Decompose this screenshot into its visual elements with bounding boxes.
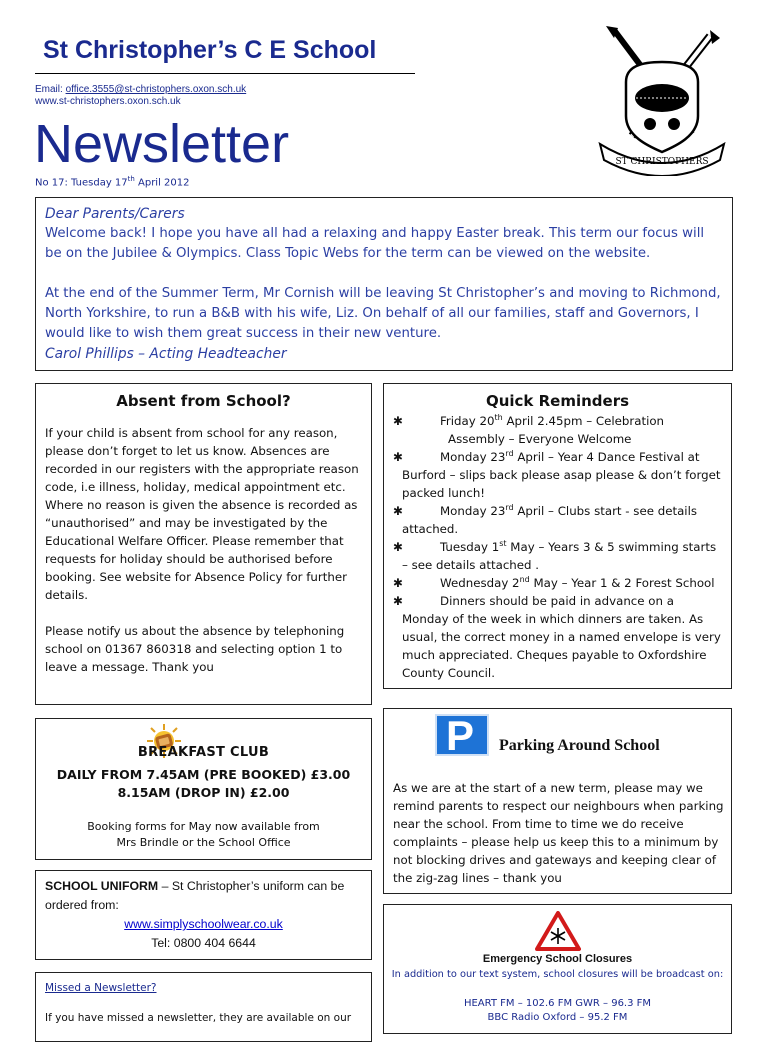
absent-para-2: Please notify us about the absence by telephoning school on 01367 860318 and selecting option 1 to leave a message. Thank you	[45, 624, 345, 674]
reminder-3-sup: rd	[505, 503, 514, 513]
absent-box	[35, 383, 372, 705]
breakfast-title: BREAKFAST CLUB	[137, 745, 270, 760]
reminder-4-a: Tuesday 1	[440, 540, 500, 554]
issue-sup: th	[127, 175, 135, 183]
reminder-1-b: April 2.45pm – Celebration	[502, 414, 665, 428]
reminder-2-sup: rd	[505, 449, 514, 459]
breakfast-line-2: DAILY FROM 7.45AM (PRE BOOKED) £3.00	[56, 767, 351, 782]
letter-signature: Carol Phillips – Acting Headteacher	[45, 346, 287, 362]
missed-text: If you have missed a newsletter, they are available on our	[45, 1012, 352, 1024]
breakfast-line-4: Booking forms for May now available from	[87, 820, 320, 833]
uniform-tel: Tel: 0800 404 6644	[151, 936, 256, 950]
reminder-item	[392, 448, 723, 502]
breakfast-line-3: 8.15AM (DROP IN) £2.00	[117, 785, 290, 800]
issue-suffix: April 2012	[134, 177, 190, 189]
missed-newsletter-box	[35, 972, 372, 1042]
emergency-radio-2: BBC Radio Oxford – 95.2 FM	[487, 1012, 628, 1023]
reminder-item	[392, 592, 723, 682]
reminder-1-a: Friday 20	[440, 414, 495, 428]
emergency-title: Emergency School Closures	[482, 953, 633, 965]
website-text: www.st-christophers.oxon.sch.uk	[35, 96, 181, 107]
school-crest-logo	[592, 24, 732, 176]
letter-para-2: At the end of the Summer Term, Mr Cornish will be leaving St Christopher’s and moving to Richmond, North Yorkshire, to run a B&B with his wife, Liz. On behalf of all our families, staff and Governors, I would like to wish them great success in their new venture.	[45, 286, 721, 341]
reminder-5-sup: nd	[519, 575, 530, 585]
snow-warning-icon	[535, 911, 581, 951]
headteacher-letter	[35, 197, 733, 371]
email-link[interactable]: office.3555@st-christophers.oxon.sch.uk	[65, 84, 247, 95]
bullet-icon: ✱	[393, 540, 403, 554]
letter-para-1: Welcome back! I hope you have all had a relaxing and happy Easter break. This term our focus will be on the Jubilee & Olympics. Class Topic Webs for the term can be viewed on the website.	[45, 226, 705, 261]
reminder-item	[392, 574, 723, 592]
bullet-icon: ✱	[393, 594, 403, 608]
issue-line	[35, 175, 190, 188]
missed-title[interactable]: Missed a Newsletter?	[45, 982, 157, 994]
emergency-radio-1: HEART FM – 102.6 FM GWR – 96.3 FM	[463, 998, 652, 1009]
bullet-icon: ✱	[393, 450, 403, 464]
letter-greeting: Dear Parents/Carers	[45, 206, 185, 222]
reminder-1-sup: th	[494, 413, 503, 423]
reminder-2-b: April – Year 4 Dance Festival at Burford – slips back please asap please & don’t forget packed lunch!	[402, 450, 721, 500]
breakfast-line-5: Mrs Brindle or the School Office	[116, 836, 291, 849]
bullet-icon: ✱	[393, 576, 403, 590]
reminder-2-a: Monday 23	[440, 450, 506, 464]
uniform-label: SCHOOL UNIFORM	[45, 879, 159, 893]
bullet-icon: ✱	[393, 414, 403, 428]
newsletter-title: Newsletter	[34, 114, 290, 174]
school-name: St Christopher’s C E School	[43, 36, 377, 64]
uniform-text: – St Christopher’s uniform can be ordered from:	[45, 879, 345, 912]
breakfast-club-box	[35, 718, 372, 860]
reminder-item	[392, 502, 723, 538]
reminder-item	[392, 412, 723, 448]
reminder-4-b: May – Years 3 & 5 swimming starts – see details attached .	[402, 540, 717, 572]
reminder-1-c: Assembly – Everyone Welcome	[448, 432, 632, 446]
reminders-title: Quick Reminders	[485, 392, 630, 410]
parking-text: As we are at the start of a new term, please may we remind parents to respect our neighbours when parking near the school. From time to time we do receive complaints – please help us keep this to a minimum by not blocking drives and gateways and keeping clear of the zig-zag lines – thank you	[393, 781, 724, 885]
reminder-5-a: Wednesday 2	[440, 576, 520, 590]
reminders-box	[383, 383, 732, 689]
parking-sign-icon	[435, 712, 489, 759]
reminder-6: Dinners should be paid in advance on a Monday of the week in which dinners are taken. As usual, the correct money in a named envelope is very much appreciated. Cheques payable to Oxfordshire County Council.	[402, 594, 721, 680]
parking-sign-letter: P	[446, 712, 475, 759]
reminder-4-sup: st	[499, 539, 507, 549]
header-rule	[35, 73, 415, 74]
emergency-box	[383, 904, 732, 1034]
reminder-item	[392, 538, 723, 574]
crest-banner-text: ST CHRISTOPHERS	[615, 157, 709, 167]
absent-title: Absent from School?	[116, 392, 291, 410]
parking-title: Parking Around School	[499, 737, 660, 754]
absent-para-1: If your child is absent from school for any reason, please don’t forget to let us know. Absences are recorded in our registers with the appropriate reason code, i.e illness, holiday, medical appointment etc. Where no reason is given the absence is recorded as “unauthorised” and may be investigated by the Educational Welfare Officer. Please remember that requests for holiday should be authorised before booking. See website for Absence Policy for further details.	[45, 426, 359, 602]
uniform-link[interactable]: www.simplyschoolwear.co.uk	[124, 917, 283, 931]
email-label: Email:	[35, 84, 66, 95]
bullet-icon: ✱	[393, 504, 403, 518]
reminder-3-a: Monday 23	[440, 504, 506, 518]
emergency-subtitle: In addition to our text system, school closures will be broadcast on:	[391, 969, 724, 980]
parking-box	[383, 708, 732, 894]
uniform-box	[35, 870, 372, 960]
issue-prefix: No 17: Tuesday 17	[35, 177, 128, 189]
reminder-3-b: April – Clubs start - see details attached.	[402, 504, 698, 536]
contact-info	[35, 84, 246, 108]
reminder-5-b: May – Year 1 & 2 Forest School	[529, 576, 715, 590]
